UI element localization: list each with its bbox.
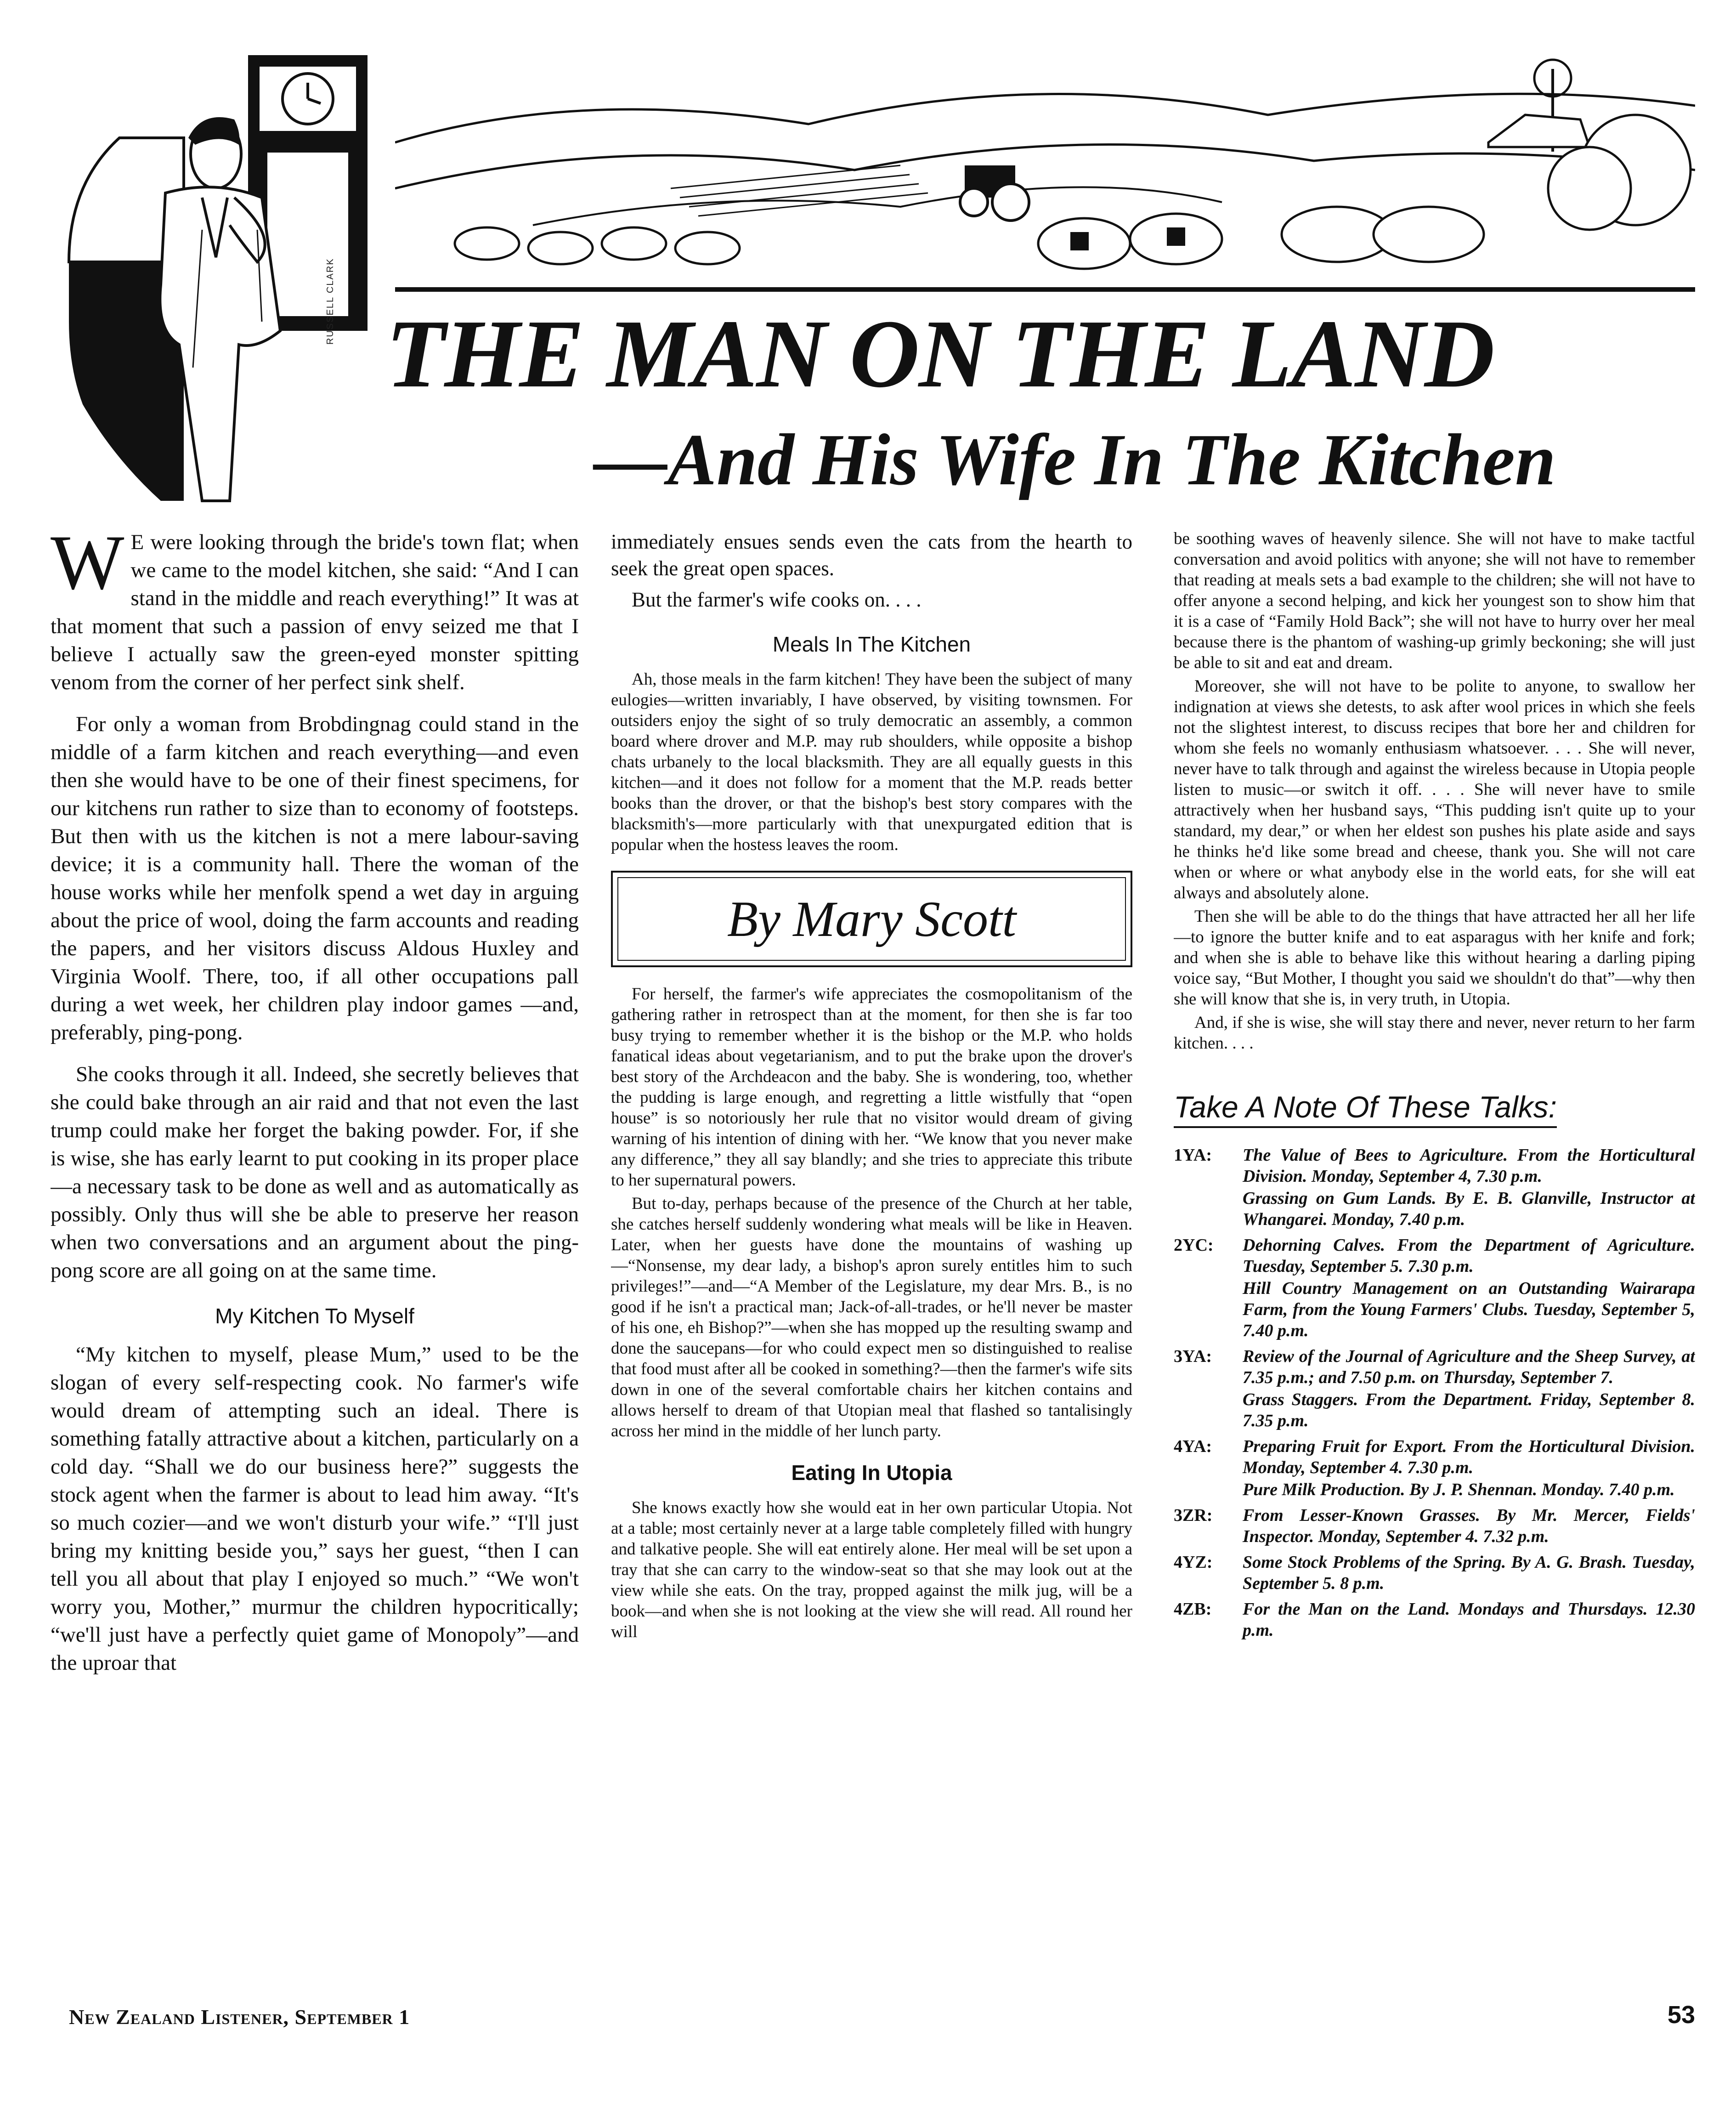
paragraph: But the farmer's wife cooks on. . . . [632, 588, 922, 611]
farm-landscape-illustration [395, 51, 1695, 299]
paragraph: Then she will be able to do the things that have attracted her all her life—to ignore the butter knife and to eat asparagus with her knife and fork; and when she is able to behave like this without hearing a darling piping voice say, “But Mother, I thought you said we shouldn't do that”—why then she will know that she is, in very truth, in Utopia. [1174, 907, 1695, 1009]
talk-item: The Value of Bees to Agriculture. From the Horticultural Division. Monday, September 4, 7.30 p.m. [1243, 1145, 1695, 1186]
man-with-clock-illustration [64, 46, 423, 510]
talk-item: Hill Country Management on an Outstanding Wairarapa Farm, from the Young Farmers' Clubs. Tuesday, September 5, 7.40 p.m. [1243, 1279, 1695, 1340]
station-code: 3ZR: [1174, 1506, 1213, 1525]
talk-item: Some Stock Problems of the Spring. By A. G. Brash. Tuesday, September 5. 8 p.m. [1243, 1553, 1695, 1593]
section-heading: Meals In The Kitchen [772, 632, 971, 656]
paragraph: W E were looking through the bride's town flat; when we came to the model kitchen, she said: “And I can stand in the middle and reach everything!” It was at that moment that such a passion of envy seized me that I believe I actually saw the green-eyed monster spitting venom from the corner of her perfect sink shelf. [51, 528, 579, 694]
artist-signature: RUSSELL CLARK [325, 258, 335, 345]
talk-item: Dehorning Calves. From the Department of Agriculture. Tuesday, September 5. 7.30 p.m. [1243, 1236, 1695, 1276]
talk-entry [1174, 1235, 1695, 1342]
talk-item: Grassing on Gum Lands. By E. B. Glanville, Instructor at Whangarei. Monday, 7.40 p.m. [1243, 1189, 1695, 1229]
section-heading: My Kitchen To Myself [215, 1304, 414, 1328]
byline-frame [617, 877, 1126, 961]
header [0, 0, 1736, 515]
drop-cap: W [51, 528, 124, 606]
talk-item: Grass Staggers. From the Department. Friday, September 8. 7.35 p.m. [1243, 1390, 1695, 1430]
section-heading: Eating In Utopia [791, 1461, 952, 1485]
page-number: 53 [1667, 2001, 1695, 2029]
talk-entry [1174, 1436, 1695, 1501]
talk-entry [1174, 1346, 1695, 1432]
column-3 [1174, 528, 1695, 1962]
column-2 [611, 528, 1132, 1962]
talk-item: From Lesser-Known Grasses. By Mr. Mercer, Fields' Inspector. Monday, September 4. 7.32 p.m. [1243, 1506, 1695, 1546]
column-1 [51, 528, 579, 1962]
paragraph: And, if she is wise, she will stay there and never, never return to her farm kitchen. . . . [1174, 1013, 1695, 1053]
paragraph: She knows exactly how she would eat in her own particular Utopia. Not at a table; most certainly never at a large table completely filled with hungry and talkative people. She will eat entirely alone. Her meal will be set upon a tray that she can carry to the window-seat so that she may look out at the view while she eats. On the tray, propped against the milk jug, will be a book—and when she is not looking at the view she will read. All round her will [611, 1498, 1132, 1641]
paragraph: She cooks through it all. Indeed, she secretly believes that she could bake through an air raid and that not even the last trump could make her forget the baking powder. For, if she is wise, she has early learnt to put cooking in its proper place—a necessary task to be done as well and as automatically as possibly. Only thus will she be able to preserve her reason when two conversations and an argument about the ping-pong score are all going on at the same time. [51, 1062, 579, 1282]
paragraph: “My kitchen to myself, please Mum,” used to be the slogan of every self-respecting cook. No farmer's wife would dream of attempting such an ideal. There is something fatally attractive about a kitchen, particularly on a cold day. “Shall we do our business here?” suggests the stock agent when the farmer is about to lead him away. “It's so much cozier—and we won't disturb your wife.” “I'll just bring my knitting beside you,” says her guest, “then I can tell you all about that play I enjoyed so much.” “We won't worry you, Mother,” murmur the children hypocritically; “we'll just have a perfectly quiet game of Monopoly”—and the uproar that [51, 1343, 579, 1675]
paragraph: be soothing waves of heavenly silence. She will not have to make tactful conversation and avoid politics with anyone; she will not have to remember that reading at meals sets a bad example to the children; she will not have to offer anyone a second helping, and kick her youngest son to show him that it is a case of “Family Hold Back”; she will not have to hurry over her meal because there is the phantom of washing-up grimly beckoning; she will just be able to sit and eat and dream. [1174, 529, 1695, 672]
talks-heading: Take A Note Of These Talks: [1174, 1089, 1557, 1128]
talk-entry [1174, 1145, 1695, 1231]
page-subtitle: —And His Wife In The Kitchen [594, 419, 1556, 500]
paragraph: For herself, the farmer's wife appreciates the cosmopolitanism of the gathering rather in retrospect than at the moment, for then she is far too busy trying to remember whether it is the bishop or the M.P. who holds fanatical ideas about vegetarianism, and to put the brake upon the drover's best story of the Archdeacon and the baby. She is wondering, too, whether the pudding is large enough, and regretting a little wistfully that “open house” is so notoriously her rule that no visitor would dream of giving warning of his intention of dining with her. “We know that you never make any difference,” they all say blandly; and she tries to appreciate this tribute to her supernatural powers. [611, 985, 1132, 1190]
talk-entry [1174, 1552, 1695, 1595]
talk-item: Preparing Fruit for Export. From the Horticultural Division. Monday, September 4. 7.30 p.m. [1243, 1437, 1695, 1477]
paragraph: But to-day, perhaps because of the presence of the Church at her table, she catches herself suddenly wondering what meals will be like in Heaven. Later, when her guests have done the mountains of washing up—“Nonsense, my dear lady, a bishop's apron surely entitles him to such privileges!”—and—“A Member of the Legislature, my dear Mrs. B., is no good if he isn't a practical man; Jack-of-all-trades, or he'll never be master of his one, eh Bishop?”—when she has mopped up the resulting swamp and done the saucepans—for who could expect men so distinguished to realise that food must after all be cooked in something?—then the farmer's wife sits down in one of the several comfortable chairs her kitchen contains and allows herself to dream of that Utopian meal that flashed so tantalisingly across her mind in the middle of her lunch party. [611, 1194, 1132, 1440]
station-code: 3YA: [1174, 1347, 1212, 1366]
talk-item: For the Man on the Land. Mondays and Thursdays. 12.30 p.m. [1243, 1599, 1695, 1640]
talk-entry [1174, 1505, 1695, 1548]
station-code: 1YA: [1174, 1145, 1212, 1165]
byline-box [611, 871, 1132, 967]
talk-item: Pure Milk Production. By J. P. Shennan. Monday. 7.40 p.m. [1243, 1480, 1675, 1499]
page-title: THE MAN ON THE LAND [386, 300, 1494, 408]
station-code: 2YC: [1174, 1236, 1214, 1255]
station-code: 4ZB: [1174, 1599, 1212, 1619]
paragraph: For only a woman from Brobdingnag could stand in the middle of a farm kitchen and reach everything—and even then she would have to be one of their finest specimens, for our kitchens run rather to size than to economy of footsteps. But then with us the kitchen is not a mere labour-saving device; it is a community hall. There the woman of the house works while her menfolk spend a wet day in arguing about the price of wool, doing the farm accounts and reading the papers, and her visitors discuss Aldous Huxley and Virginia Woolf. There, too, if all other occupations pall during a wet week, her children play indoor games —and, preferably, ping-pong. [51, 712, 579, 1044]
talk-entry [1174, 1599, 1695, 1642]
paragraph: Ah, those meals in the farm kitchen! They have been the subject of many eulogies—written invariably, I have observed, by visiting townsmen. For outsiders enjoy the sight of so truly democratic an assembly, a common board where drover and M.P. may rub shoulders, while opposite a bishop chats urbanely to the local blacksmith. They are all equally guests in this kitchen—and it does not follow for a moment that the M.P. reads better books than the drover, or that the bishop's best story compares with the blacksmith's—more particularly with that unexpurgated edition that is popular when the hostess leaves the room. [611, 670, 1132, 854]
author-byline: By Mary Scott [727, 891, 1017, 947]
publication-footer: New Zealand Listener, September 1 [69, 2005, 410, 2029]
paragraph: Moreover, she will not have to be polite to anyone, to swallow her indignation at views she detests, to ask after wool prices in which she feels not the slightest interest, to discuss recipes that bore her and children for whom she feels no womanly enthusiasm whatsoever. . . . She will never, never have to talk through and against the wireless because in Utopia people listen to music—or switch it off. . . . She will never have to smile attractively when her husband says, “This pudding isn't quite up to your standard, my dear,” or when her eldest son pushes his plate aside and says he thinks he'd like some bread and cheese, thank you. She will not care when or where or what anybody else in the world eats, for she will eat always and absolutely alone. [1174, 677, 1695, 902]
paragraph: immediately ensues sends even the cats from the hearth to seek the great open spaces. [611, 530, 1132, 580]
talk-item: Review of the Journal of Agriculture and the Sheep Survey, at 7.35 p.m.; and 7.50 p.m. on Thursday, September 7. [1243, 1347, 1695, 1387]
station-code: 4YZ: [1174, 1553, 1213, 1572]
station-code: 4YA: [1174, 1437, 1212, 1456]
talks-list [1174, 1145, 1695, 1642]
